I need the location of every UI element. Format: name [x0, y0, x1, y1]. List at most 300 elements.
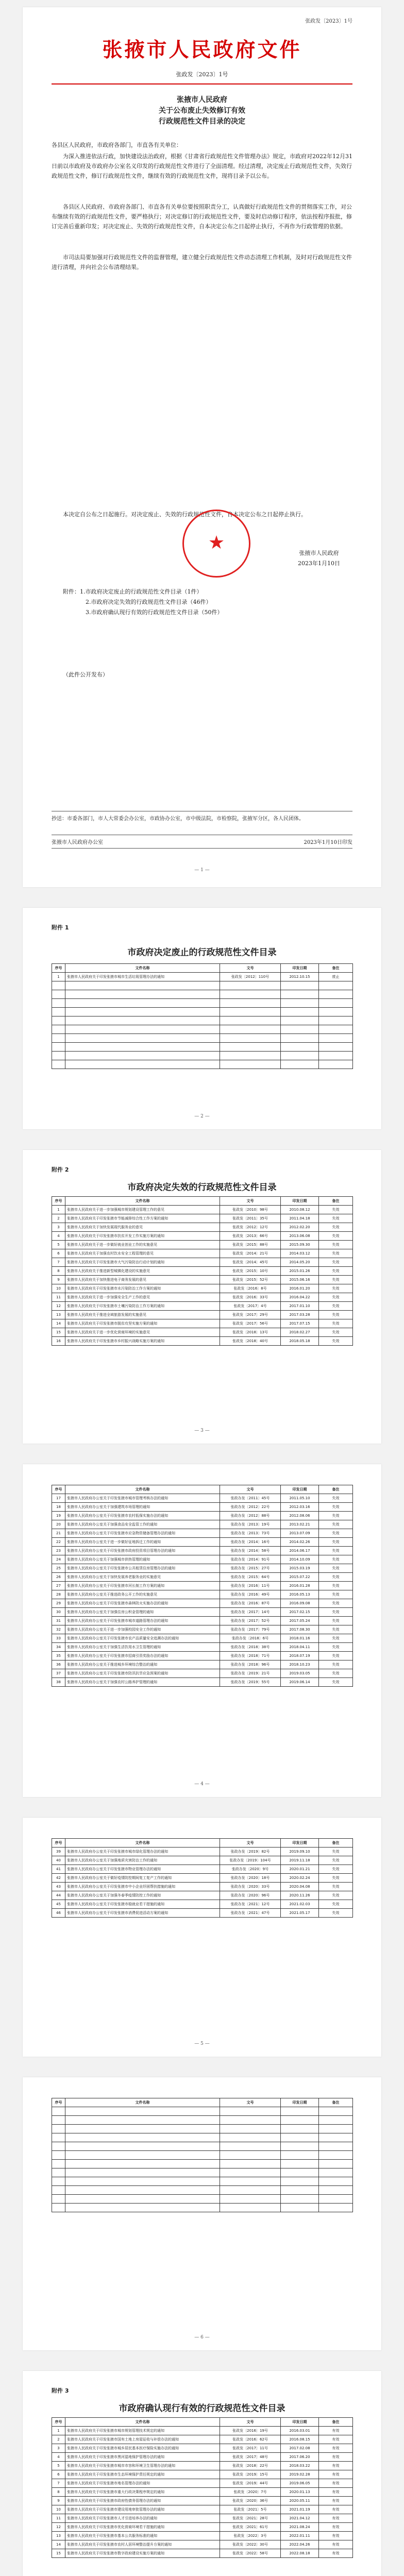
cell-doc-number: 张政办发〔2020〕96号: [220, 1891, 281, 1900]
cell-issue-date: 2018.03.22: [281, 2462, 319, 2470]
official-seal-icon: ★: [182, 510, 250, 578]
cell-issue-date: [281, 2204, 319, 2212]
cell-doc-number: 张政办发〔2015〕64号: [220, 1573, 281, 1582]
cell-doc-number: 张政发〔2018〕40号: [220, 1337, 281, 1346]
cell-doc-number: 张政发〔2022〕30号: [220, 2540, 281, 2549]
cell-issue-date: 2017.07.15: [281, 1319, 319, 1328]
cell-serial: 18: [52, 1503, 65, 1512]
cell-serial: [52, 2177, 65, 2186]
cell-serial: 15: [52, 2549, 65, 2558]
cell-issue-date: 2018.05.18: [281, 1337, 319, 1346]
cell-remark: 失效: [319, 1617, 353, 1625]
disclosure-note: （此件公开发布）: [63, 671, 108, 678]
cell-doc-number: 张政发〔2022〕3号: [220, 2532, 281, 2540]
cell-remark: 失效: [319, 1865, 353, 1874]
cell-issue-date: 2021.04.12: [281, 2514, 319, 2523]
cell-doc-number: [220, 1025, 281, 1034]
cell-file-name: 张掖市人民政府关于印发张掖市节能减排综合性工作方案的通知: [65, 1214, 220, 1223]
signing-date: 2023年1月10日: [298, 560, 340, 567]
cell-serial: 1: [52, 2427, 65, 2435]
cell-serial: 24: [52, 1555, 65, 1564]
cell-issue-date: [281, 2107, 319, 2116]
cell-file-name: 张掖市人民政府关于加快推进电子商务发展的意见: [65, 1276, 220, 1284]
cell-serial: [52, 2116, 65, 2125]
cell-serial: 9: [52, 1276, 65, 1284]
column-header: 序号: [52, 1197, 65, 1206]
cell-serial: [52, 2160, 65, 2168]
cell-doc-number: [220, 1016, 281, 1025]
cell-issue-date: [281, 1043, 319, 1052]
cell-issue-date: 2013.06.08: [281, 1232, 319, 1241]
column-header: 文件名称: [65, 1485, 220, 1494]
cell-doc-number: 张政发〔2012〕12号: [220, 1223, 281, 1232]
cell-file-name: 张掖市人民政府关于印发张掖市土壤污染防治工作方案的通知: [65, 1302, 220, 1311]
table-row: [52, 1599, 353, 1608]
table-row: [52, 1643, 353, 1652]
cell-serial: 40: [52, 1856, 65, 1865]
table-row: [52, 2125, 353, 2133]
table-row: [52, 2160, 353, 2168]
cell-doc-number: 张政发〔2016〕33号: [220, 1293, 281, 1302]
table-header-row: [52, 964, 353, 973]
cell-file-name: 张掖市人民政府办公室关于进一步加强校园安全工作的通知: [65, 1625, 220, 1634]
cell-doc-number: 张政发〔2021〕28号: [220, 2514, 281, 2523]
cell-remark: 失效: [319, 1660, 353, 1669]
cell-issue-date: 2019.06.05: [281, 2479, 319, 2488]
cell-serial: 7: [52, 1258, 65, 1267]
cell-serial: [52, 1025, 65, 1034]
decision-title: [23, 95, 381, 127]
cell-issue-date: 2014.05.20: [281, 1258, 319, 1267]
cell-doc-number: 张政办发〔2019〕82号: [220, 1848, 281, 1856]
cell-serial: 5: [52, 2462, 65, 2470]
cell-file-name: 张掖市人民政府关于印发张掖市扶贫开发工作实施方案的通知: [65, 1232, 220, 1241]
cell-serial: 12: [52, 1302, 65, 1311]
cell-issue-date: 2013.07.09: [281, 1529, 319, 1538]
cell-serial: 22: [52, 1538, 65, 1547]
cell-file-name: 张掖市人民政府关于印发张掖市黑河湿地保护管理办法的通知: [65, 2453, 220, 2462]
cell-doc-number: 张政发〔2018〕13号: [220, 1328, 281, 1337]
cell-remark: [319, 2168, 353, 2177]
column-header: 文号: [220, 964, 281, 973]
cell-issue-date: 2013.02.21: [281, 1520, 319, 1529]
table-row: [52, 1293, 353, 1302]
table-row: [52, 2204, 353, 2212]
cell-issue-date: 2012.10.15: [281, 973, 319, 981]
cell-doc-number: 张政办发〔2011〕45号: [220, 1494, 281, 1503]
cell-file-name: 张掖市人民政府办公室关于加强城市供热管理的通知: [65, 1555, 220, 1564]
cell-file-name: 张掖市人民政府关于进一步加强安全生产工作的意见: [65, 1293, 220, 1302]
cell-serial: [52, 2151, 65, 2160]
cell-file-name: 张掖市人民政府关于印发张掖市优化营商环境若干措施的通知: [65, 2523, 220, 2532]
table-row: [52, 1590, 353, 1599]
column-header: 备注: [319, 2098, 353, 2107]
cell-remark: 失效: [319, 1328, 353, 1337]
cell-doc-number: 张政发〔2022〕58号: [220, 2549, 281, 2558]
table-row: [52, 2168, 353, 2177]
table-row: [52, 2462, 353, 2470]
cell-serial: 13: [52, 2532, 65, 2540]
cell-file-name: 张掖市人民政府关于印发张掖市重大行政决策程序规定的通知: [65, 2488, 220, 2497]
cell-doc-number: [220, 2177, 281, 2186]
cell-doc-number: 张政办发〔2021〕47号: [220, 1909, 281, 1918]
cell-serial: 23: [52, 1547, 65, 1555]
cell-serial: 11: [52, 1293, 65, 1302]
footer-rule: [52, 848, 352, 849]
table-row: [52, 1547, 353, 1555]
column-header: 印发日期: [281, 2098, 319, 2107]
cell-doc-number: 张政办发〔2016〕87号: [220, 1599, 281, 1608]
table-row: [52, 1214, 353, 1223]
cell-file-name: 张掖市人民政府办公室关于做好疫情防控期间复工复产工作的通知: [65, 1874, 220, 1883]
cell-serial: 6: [52, 1249, 65, 1258]
cell-file-name: 张掖市人民政府关于进一步优化营商环境的实施意见: [65, 1328, 220, 1337]
cell-file-name: [65, 2151, 220, 2160]
cell-remark: 失效: [319, 1547, 353, 1555]
cell-remark: [319, 2133, 353, 2142]
table-row: [52, 2195, 353, 2204]
cell-serial: [52, 1060, 65, 1069]
column-header: 文件名称: [65, 964, 220, 973]
cell-serial: 35: [52, 1652, 65, 1660]
table-row: [52, 1909, 353, 1918]
column-header: 文号: [220, 2098, 281, 2107]
cell-remark: 有效: [319, 2444, 353, 2453]
table-row: [52, 1043, 353, 1052]
cell-serial: [52, 999, 65, 1008]
cell-issue-date: 2017.03.28: [281, 1311, 319, 1319]
cell-issue-date: 2016.01.28: [281, 1582, 319, 1590]
cell-serial: 21: [52, 1529, 65, 1538]
cell-file-name: 张掖市人民政府办公室关于印发张掖市应急物资储备管理办法的通知: [65, 1529, 220, 1538]
cell-remark: 失效: [319, 1512, 353, 1520]
cell-remark: 失效: [319, 1590, 353, 1599]
page-number: — 3 —: [194, 1428, 210, 1433]
table-row: [52, 1678, 353, 1687]
cell-issue-date: 2012.08.06: [281, 1512, 319, 1520]
cell-serial: 38: [52, 1678, 65, 1687]
cell-remark: 失效: [319, 1276, 353, 1284]
table-row: [52, 2470, 353, 2479]
cell-serial: [52, 2195, 65, 2204]
cell-issue-date: [281, 1008, 319, 1016]
table-row: [52, 1311, 353, 1319]
column-header: 序号: [52, 1839, 65, 1848]
cell-remark: [319, 2186, 353, 2195]
table-row: [52, 1052, 353, 1060]
cell-issue-date: 2014.06.17: [281, 1547, 319, 1555]
cell-remark: 失效: [319, 1900, 353, 1909]
cell-remark: 失效: [319, 1311, 353, 1319]
cell-remark: 失效: [319, 1856, 353, 1865]
table-row: [52, 2453, 353, 2462]
cell-issue-date: 2017.01.10: [281, 1302, 319, 1311]
cell-file-name: [65, 1008, 220, 1016]
cell-file-name: 张掖市人民政府办公室关于印发张掖市招商引资奖励办法的通知: [65, 1652, 220, 1660]
cell-issue-date: 2017.02.08: [281, 2444, 319, 2453]
cell-issue-date: [281, 2168, 319, 2177]
cell-file-name: 张掖市人民政府关于进一步加强城市规划建设管理工作的意见: [65, 1206, 220, 1214]
cell-issue-date: [281, 2195, 319, 2204]
table-row: [52, 1617, 353, 1625]
cell-serial: 42: [52, 1874, 65, 1883]
cell-doc-number: 张政办发〔2019〕55号: [220, 1678, 281, 1687]
cell-doc-number: 张政办发〔2018〕38号: [220, 1643, 281, 1652]
cell-remark: 失效: [319, 1848, 353, 1856]
document-page-annex-2-cont: [23, 1464, 381, 1797]
cell-file-name: 张掖市人民政府关于印发张掖市国有土地上房屋征收与补偿办法的通知: [65, 2435, 220, 2444]
cell-issue-date: 2020.01.13: [281, 2488, 319, 2497]
cell-file-name: 张掖市人民政府关于印发张掖市城市规划管理技术规定的通知: [65, 2427, 220, 2435]
document-page-annex-3: [23, 2371, 381, 2576]
cell-file-name: 张掖市人民政府关于印发张掖市生态环境保护责任规定的通知: [65, 2470, 220, 2479]
table-row: [52, 1582, 353, 1590]
cell-file-name: 张掖市人民政府办公室关于加强农村公路养护管理的通知: [65, 1678, 220, 1687]
cell-remark: 有效: [319, 2540, 353, 2549]
cell-issue-date: [281, 1025, 319, 1034]
cell-serial: 2: [52, 2435, 65, 2444]
salutation: 各县区人民政府，市政府各部门，市直各有关单位：: [52, 142, 182, 148]
cell-serial: 20: [52, 1520, 65, 1529]
cell-remark: 失效: [319, 1599, 353, 1608]
cell-issue-date: [281, 2151, 319, 2160]
table-row: [52, 1025, 353, 1034]
table-row: [52, 1625, 353, 1634]
cell-file-name: [65, 2116, 220, 2125]
cell-doc-number: 张政办发〔2016〕11号: [220, 1582, 281, 1590]
print-info-row: [52, 838, 352, 845]
cell-issue-date: [281, 2116, 319, 2125]
cell-doc-number: [220, 2142, 281, 2151]
table-row: [52, 1016, 353, 1025]
column-header: 印发日期: [281, 1197, 319, 1206]
cell-serial: 19: [52, 1512, 65, 1520]
cell-file-name: [65, 1052, 220, 1060]
cell-remark: 失效: [319, 1643, 353, 1652]
cell-serial: 31: [52, 1617, 65, 1625]
cell-issue-date: 2021.08.24: [281, 2523, 319, 2532]
cell-file-name: [65, 1034, 220, 1043]
cell-issue-date: 2020.04.08: [281, 1883, 319, 1891]
cell-file-name: 张掖市人民政府关于印发张掖市建设用地审批管理办法的通知: [65, 2505, 220, 2514]
cell-serial: 3: [52, 2444, 65, 2453]
cell-file-name: 张掖市人民政府办公室关于印发张掖市河长制工作方案的通知: [65, 1582, 220, 1590]
column-header: 文件名称: [65, 2418, 220, 2427]
cell-issue-date: 2016.03.01: [281, 2427, 319, 2435]
cell-remark: [319, 2107, 353, 2116]
body-paragraph: 为深入推进依法行政，加快建设法治政府，根据《甘肃省行政规范性文件管理办法》规定，市政府对2022年12月31日前以市政府及市政府办公室名义印发的行政规范性文件进行了全面清理。经过清理，决定废止行政规范性文件，失效行政规范性文件，修订行政规范性文件，继续有效的行政规范性文件，现将目录予以公布。: [52, 153, 352, 179]
document-page-annex-1: [23, 908, 381, 1129]
cell-doc-number: [220, 1052, 281, 1060]
cell-serial: 30: [52, 1608, 65, 1617]
table-row: [52, 1232, 353, 1241]
cell-issue-date: 2017.05.24: [281, 1617, 319, 1625]
cell-remark: 失效: [319, 1337, 353, 1346]
cell-remark: 废止: [319, 973, 353, 981]
cell-serial: 32: [52, 1625, 65, 1634]
cell-issue-date: 2014.10.09: [281, 1555, 319, 1564]
cell-remark: [319, 1034, 353, 1043]
table-row: [52, 1865, 353, 1874]
cell-file-name: [65, 2195, 220, 2204]
cell-doc-number: 张政发〔2011〕35号: [220, 1214, 281, 1223]
table-row: [52, 2186, 353, 2195]
cell-doc-number: 张政办发〔2020〕33号: [220, 1883, 281, 1891]
table-row: [52, 2151, 353, 2160]
cell-issue-date: 2020.01.21: [281, 1865, 319, 1874]
cell-doc-number: [220, 990, 281, 999]
table-row: [52, 1856, 353, 1865]
cell-doc-number: 张政发〔2010〕98号: [220, 1206, 281, 1214]
cell-doc-number: 张政办发〔2018〕6号: [220, 1634, 281, 1643]
column-header: 文件名称: [65, 2098, 220, 2107]
table-row: [52, 2107, 353, 2116]
cell-file-name: 张掖市人民政府关于印发张掖市脱贫攻坚实施方案的通知: [65, 1319, 220, 1328]
cell-issue-date: 2019.09.10: [281, 1848, 319, 1856]
cell-file-name: 张掖市人民政府关于印发张掖市大气污染防治行动计划的通知: [65, 1258, 220, 1267]
cell-remark: 有效: [319, 2427, 353, 2435]
cell-issue-date: 2016.01.20: [281, 1284, 319, 1293]
cell-serial: [52, 1052, 65, 1060]
title-line: 行政规范性文件目录的决定: [159, 117, 245, 126]
table-row: [52, 1891, 353, 1900]
cell-file-name: 张掖市人民政府办公室关于印发张掖市政府投资项目管理办法的通知: [65, 1547, 220, 1555]
table-row: [52, 1564, 353, 1573]
body-paragraph: 各县区人民政府、市政府各部门、市直各有关单位要按照职责分工，认真做好行政规范性文件的贯彻落实工作，对公布继续有效的行政规范性文件，要严格执行；对决定修订的行政规范性文件，要及时启动修订程序，依法按程序报批，修订完善后重新印发；对决定废止、失效的行政规范性文件，自本决定公布之日起停止执行，不再作为行政管理的依据。: [52, 204, 352, 230]
cell-serial: [52, 1034, 65, 1043]
table-row: [52, 2479, 353, 2488]
cell-serial: [52, 2204, 65, 2212]
cell-file-name: [65, 981, 220, 990]
signing-organization: 张掖市人民政府: [299, 550, 339, 556]
annex-label: 附件 1: [52, 924, 69, 931]
cell-issue-date: 2014.02.26: [281, 1538, 319, 1547]
cell-remark: 有效: [319, 2470, 353, 2479]
cell-serial: 3: [52, 1223, 65, 1232]
cell-remark: 失效: [319, 1564, 353, 1573]
cell-issue-date: 2015.07.22: [281, 1573, 319, 1582]
cell-serial: 9: [52, 2497, 65, 2505]
cell-doc-number: 张政办发〔2014〕58号: [220, 1547, 281, 1555]
cell-remark: 失效: [319, 1678, 353, 1687]
cell-file-name: 张掖市人民政府关于加强农村饮水安全工程管理的意见: [65, 1249, 220, 1258]
cell-remark: 有效: [319, 2549, 353, 2558]
cell-serial: 27: [52, 1582, 65, 1590]
title-line: 关于公布废止失效修订有效: [159, 107, 245, 115]
cell-serial: 39: [52, 1848, 65, 1856]
cell-remark: [319, 2204, 353, 2212]
cell-file-name: 张掖市人民政府办公室关于加强建筑市场管理的通知: [65, 1503, 220, 1512]
cell-remark: [319, 2195, 353, 2204]
cell-file-name: [65, 2142, 220, 2151]
cell-file-name: 张掖市人民政府办公室关于印发张掖市稳就业若干措施的通知: [65, 1900, 220, 1909]
cell-file-name: 张掖市人民政府办公室关于推进城乡环境综合整治的通知: [65, 1660, 220, 1669]
cell-file-name: 张掖市人民政府办公室关于印发张掖市城市道路管理办法的通知: [65, 1617, 220, 1625]
cell-remark: 失效: [319, 1293, 353, 1302]
cell-remark: [319, 1043, 353, 1052]
cell-doc-number: 张政办发〔2014〕16号: [220, 1538, 281, 1547]
cell-remark: 失效: [319, 1223, 353, 1232]
cell-issue-date: 2022.08.18: [281, 2549, 319, 2558]
cell-issue-date: 2018.02.27: [281, 1328, 319, 1337]
cell-serial: 1: [52, 1206, 65, 1214]
cell-serial: 4: [52, 2453, 65, 2462]
annex-label: 附件 2: [52, 1166, 69, 1173]
cell-remark: 失效: [319, 1520, 353, 1529]
cell-remark: 失效: [319, 1883, 353, 1891]
cell-remark: 有效: [319, 2453, 353, 2462]
cell-doc-number: 张政发〔2014〕45号: [220, 1258, 281, 1267]
table-row: [52, 2177, 353, 2186]
cell-serial: 10: [52, 2505, 65, 2514]
cell-serial: 17: [52, 1494, 65, 1503]
cell-remark: 失效: [319, 1909, 353, 1918]
cell-remark: 失效: [319, 1284, 353, 1293]
attachment-item: 附件：1.市政府决定废止的行政规范性文件目录（1件）: [63, 588, 203, 595]
cell-serial: 25: [52, 1564, 65, 1573]
cell-file-name: [65, 2107, 220, 2116]
cell-serial: 14: [52, 1319, 65, 1328]
cell-remark: [319, 1052, 353, 1060]
column-header: 备注: [319, 964, 353, 973]
cell-remark: [319, 990, 353, 999]
cell-serial: [52, 1016, 65, 1025]
cell-doc-number: [220, 2107, 281, 2116]
cell-file-name: 张掖市人民政府办公室关于加强住房公积金管理的通知: [65, 1608, 220, 1617]
cell-doc-number: [220, 2151, 281, 2160]
cell-file-name: 张掖市人民政府关于推进新型城镇化建设的实施意见: [65, 1267, 220, 1276]
table-row: [52, 1034, 353, 1043]
table-row: [52, 1512, 353, 1520]
cell-issue-date: [281, 2125, 319, 2133]
table-row: [52, 1634, 353, 1643]
cell-serial: 4: [52, 1232, 65, 1241]
table-row: [52, 1529, 353, 1538]
cell-serial: 6: [52, 2470, 65, 2479]
cell-issue-date: 2022.01.11: [281, 2532, 319, 2540]
attachment-item: 3.市政府确认现行有效的行政规范性文件目录（50件）: [86, 609, 223, 616]
table-row: [52, 981, 353, 990]
cell-file-name: [65, 999, 220, 1008]
attachment-list: [52, 587, 352, 618]
cell-file-name: 张掖市人民政府关于印发张掖市水污染防治工作方案的通知: [65, 1284, 220, 1293]
cell-doc-number: [220, 2125, 281, 2133]
table-header-row: [52, 2418, 353, 2427]
cell-remark: 有效: [319, 2479, 353, 2488]
column-header: 序号: [52, 964, 65, 973]
cell-remark: [319, 2142, 353, 2151]
cell-remark: 失效: [319, 1538, 353, 1547]
cell-remark: [319, 1025, 353, 1034]
print-date: 2023年1月10日印发: [304, 840, 352, 845]
cell-remark: [319, 2125, 353, 2133]
cell-issue-date: 2018.01.16: [281, 1634, 319, 1643]
table-row: [52, 1503, 353, 1512]
cell-remark: 有效: [319, 2505, 353, 2514]
cell-doc-number: 张政发〔2020〕36号: [220, 2497, 281, 2505]
cell-doc-number: 张政发〔2020〕7号: [220, 2488, 281, 2497]
table-row: [52, 1900, 353, 1909]
column-header: 文件名称: [65, 1839, 220, 1848]
cell-file-name: [65, 1060, 220, 1069]
cell-serial: 45: [52, 1900, 65, 1909]
table-row: [52, 1573, 353, 1582]
cell-issue-date: [281, 990, 319, 999]
annex-title: 市政府决定失效的行政规范性文件目录: [127, 1182, 277, 1193]
cell-serial: [52, 2142, 65, 2151]
cell-serial: 46: [52, 1909, 65, 1918]
document-page-annex-2: [23, 1150, 381, 1444]
